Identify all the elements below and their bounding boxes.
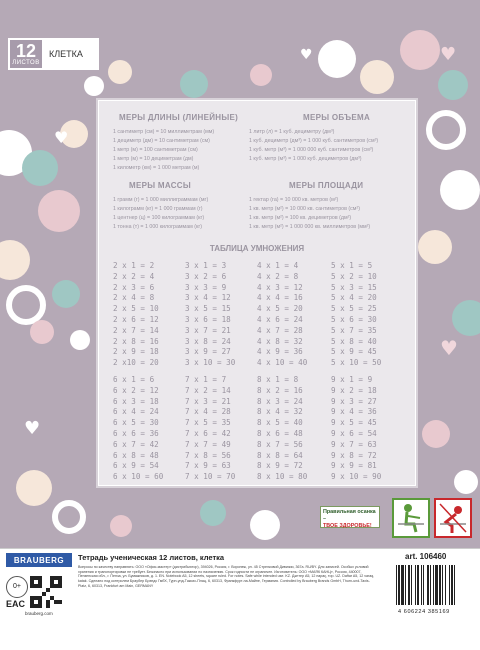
multiplication-fact: 9 x 4 = 36 xyxy=(331,407,377,417)
decor-dot xyxy=(108,60,132,84)
multiplication-fact: 4 x 9 = 36 xyxy=(257,347,303,357)
age-rating: 0+ xyxy=(6,576,28,598)
barcode-bar xyxy=(427,565,429,605)
mass-line: 1 тонна (т) = 1 000 килограммам (кг) xyxy=(113,224,203,230)
multiplication-fact: 3 x 1 = 3 xyxy=(185,261,227,270)
decor-dot xyxy=(360,60,394,94)
barcode-bar xyxy=(435,565,438,605)
multiplication-fact: 3 x 4 = 12 xyxy=(185,293,231,303)
mass-title: МЕРЫ МАССЫ xyxy=(129,181,192,190)
barcode-bar xyxy=(442,565,443,605)
multiplication-fact: 7 x 6 = 42 xyxy=(185,429,231,438)
multiplication-fact: 2 x 1 = 2 xyxy=(113,261,155,270)
multiplication-fact: 2 x 2 = 4 xyxy=(113,271,155,281)
volume-line: 1 куб. метр (м³) = 1 000 куб. дециметров (дм³) xyxy=(249,156,362,162)
barcode-bar xyxy=(405,565,406,605)
multiplication-fact: 7 x 3 = 21 xyxy=(185,396,231,406)
area-line: 1 кв. метр (м²) = 100 кв. дециметров (дм²) xyxy=(249,215,352,221)
multiplication-fact: 7 x 10 = 70 xyxy=(185,472,236,482)
multiplication-fact: 2 x 3 = 6 xyxy=(113,282,155,292)
mass-line: 1 центнер (ц) = 100 килограммам (кг) xyxy=(113,215,205,221)
multiplication-fact: 2 x 8 = 16 xyxy=(113,336,159,346)
decor-dot xyxy=(318,40,356,78)
barcode-bar xyxy=(454,565,455,605)
barcode-bar xyxy=(396,565,397,605)
area-line: 1 гектар (га) = 10 000 кв. метров (м²) xyxy=(249,197,339,203)
multiplication-fact: 2 x10 = 20 xyxy=(113,358,159,368)
multiplication-fact: 9 x 1 = 9 xyxy=(331,375,373,384)
product-title: Тетрадь ученическая 12 листов, клетка xyxy=(78,553,225,562)
multiplication-fact: 5 x 6 = 30 xyxy=(331,315,377,324)
multiplication-fact: 3 x 5 = 15 xyxy=(185,304,231,314)
volume-line: 1 куб. дециметр (дм³) = 1 000 куб. сантиметров (см³) xyxy=(249,138,379,144)
multiplication-fact: 4 x 10 = 40 xyxy=(257,358,308,368)
multiplication-fact: 5 x 3 = 15 xyxy=(331,282,377,292)
decor-ring xyxy=(52,500,86,534)
multiplication-fact: 6 x 7 = 42 xyxy=(113,439,159,449)
brand-logo: BRAUBERG xyxy=(6,553,72,567)
label-strip xyxy=(0,548,480,650)
multiplication-fact: 7 x 8 = 56 xyxy=(185,450,231,460)
multiplication-fact: 8 x 1 = 8 xyxy=(257,375,299,384)
multiplication-fact: 6 x 8 = 48 xyxy=(113,450,159,460)
multiplication-fact: 4 x 5 = 20 xyxy=(257,304,303,314)
multiplication-fact: 8 x 8 = 64 xyxy=(257,450,303,460)
multiplication-fact: 5 x 7 = 35 xyxy=(331,325,377,335)
decor-dot xyxy=(454,470,478,494)
multiplication-fact: 3 x 8 = 24 xyxy=(185,336,231,346)
decor-dot xyxy=(84,76,104,96)
sheets-badge xyxy=(8,38,99,70)
multiplication-fact: 8 x 9 = 72 xyxy=(257,461,303,471)
multiplication-fact: 7 x 2 = 14 xyxy=(185,385,231,395)
heart-icon: ♥ xyxy=(440,44,457,65)
multiplication-fact: 8 x 5 = 40 xyxy=(257,418,303,428)
barcode-icon xyxy=(394,565,474,607)
multiplication-fact: 6 x 5 = 30 xyxy=(113,418,159,428)
barcode-bar xyxy=(398,565,400,605)
multiplication-fact: 2 x 4 = 8 xyxy=(113,293,155,303)
multiplication-fact: 9 x 10 = 90 xyxy=(331,472,382,482)
barcode-bar xyxy=(433,565,434,605)
multiplication-fact: 8 x 10 = 80 xyxy=(257,472,308,482)
multiplication-fact: 9 x 8 = 72 xyxy=(331,450,377,460)
decor-dot xyxy=(418,230,452,264)
article-number: art. 106460 xyxy=(405,552,447,561)
decor-dot xyxy=(0,240,30,280)
length-line: 1 метр (м) = 10 дециметрам (дм) xyxy=(113,156,194,162)
website: brauberg.com xyxy=(25,611,53,616)
multiplication-fact: 2 x 5 = 10 xyxy=(113,304,159,314)
multiplication-fact: 4 x 2 = 8 xyxy=(257,271,299,281)
multiplication-fact: 5 x 9 = 45 xyxy=(331,347,377,357)
barcode-bar xyxy=(401,565,404,605)
multiplication-fact: 6 x 6 = 36 xyxy=(113,429,159,438)
multiplication-fact: 4 x 8 = 32 xyxy=(257,336,303,346)
multiplication-fact: 3 x 3 = 9 xyxy=(185,282,227,292)
multiplication-fact: 2 x 6 = 12 xyxy=(113,315,159,324)
multiplication-title: ТАБЛИЦА УМНОЖЕНИЯ xyxy=(209,244,305,253)
multiplication-fact: 7 x 9 = 63 xyxy=(185,461,231,471)
ruling-type: КЛЕТКА xyxy=(44,38,99,70)
decor-dot xyxy=(400,30,440,70)
length-line: 1 метр (м) = 100 сантиметрам (см) xyxy=(113,147,198,153)
decor-dot xyxy=(180,70,208,98)
decor-dot xyxy=(440,170,480,210)
multiplication-fact: 9 x 7 = 63 xyxy=(331,439,377,449)
multiplication-fact: 6 x 2 = 12 xyxy=(113,385,159,395)
length-line: 1 сантиметр (см) = 10 миллиметрам (мм) xyxy=(113,129,215,135)
mass-line: 1 грамм (г) = 1 000 миллиграммам (мг) xyxy=(113,197,209,203)
heart-icon: ♥ xyxy=(440,336,458,360)
multiplication-fact: 9 x 6 = 54 xyxy=(331,429,377,438)
area-line: 1 кв. метр (м²) = 1 000 000 кв. миллиметров (мм²) xyxy=(249,224,371,230)
decor-dot xyxy=(110,515,132,537)
posture-block xyxy=(320,494,476,544)
fine-print: Вопросы по качеству направлять: ООО «Офис-мастер» (дистрибьютор), 394026, Россия, г. Воронеж, ул. 45 Стрелковой Дивизии, 367а. RU/BY. Для записей. Особых условий хранения и транспортировки не требует. Безопасно при использовании по назначению. Срок годности не ограничен. Изготовитель: ООО «МАЯК КАНЦ», Россия, 440007, Пензенская обл., г. Пенза, ул. Бумажников, д. 1. EN. Notebook A5, 12 sheets, square ruled. For notes. Safe while intended use. KZ. Дәптер A5, 12 парақ, тор. UZ. Daftar A5, 12 varaq, katak. Сделано под контролем Браубер Брэндс ГмбХ, Турн-унд-Таксис-Плац, 6, 60313, Франкфурт-на-Майне, Германия. Controlled by Brauberg Brands GmbH, Thurn-und-Taxis-Platz, 6, 60313, Frankfurt am Main, GERMANY xyxy=(78,565,375,588)
decor-dot xyxy=(38,190,80,232)
multiplication-fact: 5 x 1 = 5 xyxy=(331,261,373,270)
decor-dot xyxy=(422,420,450,448)
volume-line: 1 куб. метр (м³) = 1 000 000 куб. сантиметров (см³) xyxy=(249,147,374,153)
length-line: 1 дециметр (дм) = 10 сантиметрам (см) xyxy=(113,138,210,144)
wrong-posture-icon xyxy=(434,498,472,538)
barcode-bar xyxy=(417,565,419,605)
posture-line-1: Правильная осанка – xyxy=(323,509,376,522)
barcode-bar xyxy=(430,565,431,605)
decor-dot xyxy=(250,510,280,540)
decor-dot xyxy=(16,470,52,506)
multiplication-fact: 7 x 5 = 35 xyxy=(185,418,231,428)
barcode-bar xyxy=(451,565,453,605)
multiplication-fact: 6 x 1 = 6 xyxy=(113,375,155,384)
multiplication-fact: 2 x 9 = 18 xyxy=(113,347,159,357)
sheets-count-box xyxy=(8,38,44,70)
multiplication-fact: 8 x 7 = 56 xyxy=(257,439,303,449)
decor-dot xyxy=(52,280,80,308)
multiplication-fact: 5 x 4 = 20 xyxy=(331,293,377,303)
mass-line: 1 килограмм (кг) = 1 000 граммам (г) xyxy=(113,206,203,212)
decor-ring xyxy=(426,110,466,150)
multiplication-fact: 6 x 10 = 60 xyxy=(113,472,164,482)
multiplication-fact: 2 x 7 = 14 xyxy=(113,325,159,335)
multiplication-fact: 7 x 1 = 7 xyxy=(185,375,227,384)
volume-title: МЕРЫ ОБЪЕМА xyxy=(303,113,371,122)
multiplication-fact: 5 x 10 = 50 xyxy=(331,358,382,368)
volume-line: 1 литр (л) = 1 куб. дециметру (дм³) xyxy=(249,129,335,135)
decor-dot xyxy=(22,150,58,186)
multiplication-fact: 7 x 4 = 28 xyxy=(185,407,231,417)
barcode-bar xyxy=(445,565,446,605)
decor-dot xyxy=(30,320,54,344)
decor-dot xyxy=(200,500,226,526)
multiplication-fact: 8 x 6 = 48 xyxy=(257,429,303,438)
decor-dot xyxy=(250,64,272,86)
sheets-count: 12 xyxy=(15,41,37,61)
multiplication-fact: 9 x 3 = 27 xyxy=(331,396,377,406)
barcode-bar xyxy=(439,565,441,605)
posture-line-2: ТВОЕ ЗДОРОВЬЕ! xyxy=(323,523,372,529)
multiplication-fact: 8 x 3 = 24 xyxy=(257,396,303,406)
multiplication-fact: 6 x 4 = 24 xyxy=(113,407,159,417)
posture-message xyxy=(320,506,380,528)
multiplication-fact: 5 x 2 = 10 xyxy=(331,271,377,281)
multiplication-fact: 4 x 3 = 12 xyxy=(257,282,303,292)
reference-panel xyxy=(98,100,416,486)
barcode-bar xyxy=(423,565,424,605)
multiplication-fact: 4 x 6 = 24 xyxy=(257,315,303,324)
multiplication-fact: 6 x 3 = 18 xyxy=(113,396,159,406)
correct-posture-icon xyxy=(392,498,430,538)
length-line: 1 километр (км) = 1 000 метрам (м) xyxy=(113,165,200,171)
barcode-bar xyxy=(449,565,450,605)
decor-ring xyxy=(6,285,46,325)
barcode-bar xyxy=(415,565,416,605)
multiplication-fact: 5 x 5 = 25 xyxy=(331,304,377,314)
multiplication-fact: 3 x 7 = 21 xyxy=(185,325,231,335)
multiplication-fact: 9 x 9 = 81 xyxy=(331,461,377,471)
multiplication-fact: 3 x 9 = 27 xyxy=(185,347,231,357)
ean-number: 4 606224 385169 xyxy=(398,609,450,615)
area-title: МЕРЫ ПЛОЩАДИ xyxy=(289,181,364,190)
multiplication-fact: 3 x 6 = 18 xyxy=(185,315,231,324)
area-line: 1 кв. метр (м²) = 10 000 кв. сантиметров (см²) xyxy=(249,206,360,212)
multiplication-fact: 8 x 4 = 32 xyxy=(257,407,303,417)
heart-icon: ♥ xyxy=(300,47,313,63)
multiplication-fact: 5 x 8 = 40 xyxy=(331,336,377,346)
multiplication-fact: 8 x 2 = 16 xyxy=(257,385,303,395)
multiplication-fact: 4 x 7 = 28 xyxy=(257,325,303,335)
multiplication-fact: 9 x 5 = 45 xyxy=(331,418,377,428)
qr-code-icon xyxy=(30,576,62,608)
barcode-bar xyxy=(421,565,422,605)
multiplication-fact: 3 x 2 = 6 xyxy=(185,271,227,281)
heart-icon: ♥ xyxy=(54,128,69,147)
decor-dot xyxy=(438,70,468,100)
sheets-word: ЛИСТОВ xyxy=(12,60,40,66)
eac-mark: EAC xyxy=(6,599,26,609)
decor-dot xyxy=(70,330,90,350)
multiplication-fact: 4 x 1 = 4 xyxy=(257,261,299,270)
barcode-bar xyxy=(411,565,412,605)
heart-icon: ♥ xyxy=(24,418,41,439)
barcode-bar xyxy=(408,565,410,605)
multiplication-fact: 3 x 10 = 30 xyxy=(185,358,236,368)
multiplication-fact: 9 x 2 = 18 xyxy=(331,385,377,395)
length-title: МЕРЫ ДЛИНЫ (ЛИНЕЙНЫЕ) xyxy=(119,113,239,122)
multiplication-fact: 7 x 7 = 49 xyxy=(185,439,231,449)
multiplication-fact: 4 x 4 = 16 xyxy=(257,293,303,303)
multiplication-fact: 6 x 9 = 54 xyxy=(113,461,159,471)
decor-dot xyxy=(452,300,480,336)
